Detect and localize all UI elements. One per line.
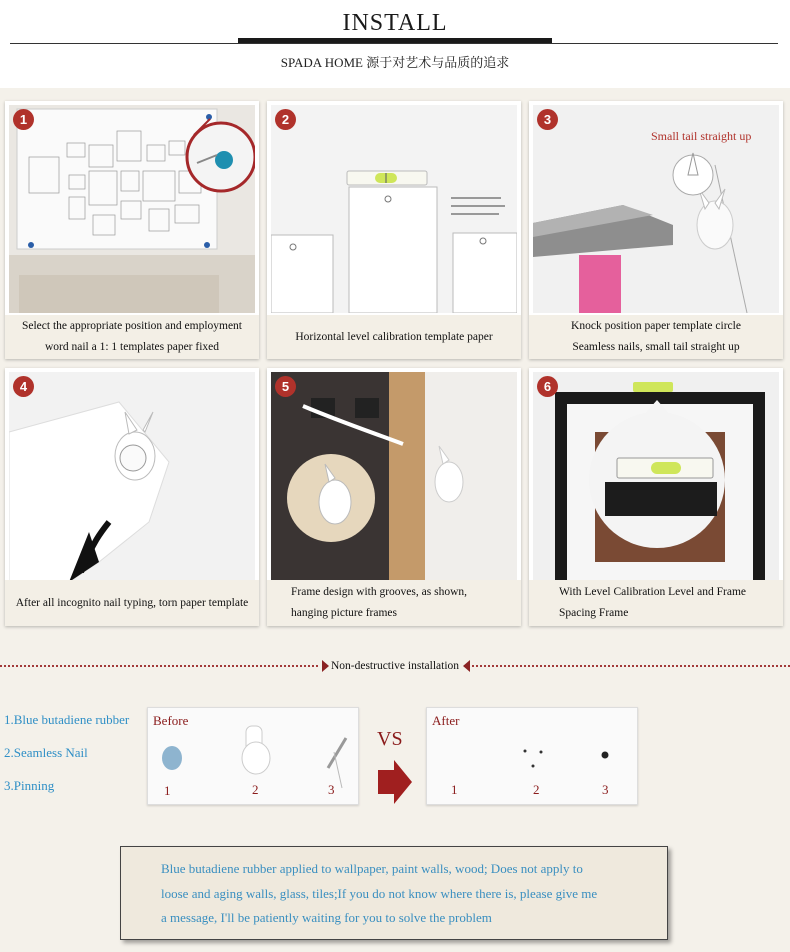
- step-2-caption: [267, 315, 521, 359]
- before-number-1: 1: [164, 783, 171, 798]
- step-1-caption: [5, 315, 259, 359]
- before-label: Before: [153, 713, 189, 728]
- caption-line: After all incognito nail typing, torn paper template: [15, 597, 249, 609]
- before-panel: [147, 707, 359, 805]
- after-number-2: 2: [533, 782, 540, 797]
- step-number-badge: 1: [13, 109, 34, 130]
- step-5-caption: [267, 580, 521, 626]
- before-number-2: 2: [252, 782, 259, 797]
- step-4-caption: [5, 580, 259, 626]
- step-card-6: [529, 368, 783, 626]
- legend-item-pinning: 3.Pinning: [4, 778, 55, 793]
- triangle-right-icon: [322, 660, 329, 672]
- usage-note: [120, 846, 668, 940]
- header-divider: [10, 43, 778, 44]
- step-card-2: [267, 101, 521, 359]
- legend-item-rubber: 1.Blue butadiene rubber: [4, 712, 130, 727]
- note-line: loose and aging walls, glass, tiles;If you do not know where there is, please give me: [161, 885, 598, 901]
- after-label: After: [432, 713, 460, 728]
- step-number-badge: 5: [275, 376, 296, 397]
- header-underline: [238, 38, 552, 43]
- note-line: Blue butadiene rubber applied to wallpaper, paint walls, wood; Does not apply to: [161, 861, 583, 876]
- caption-line: Select the appropriate position and employment: [21, 320, 243, 332]
- note-line: a message, I'll be patiently waiting for you to solve the problem: [161, 910, 492, 925]
- step-card-5: [267, 368, 521, 626]
- caption-line: hanging picture frames: [291, 607, 398, 619]
- after-number-1: 1: [451, 782, 458, 797]
- step-6-photo: [533, 372, 779, 582]
- divider-label: Non-destructive installation: [320, 657, 470, 675]
- vs-label: VS: [377, 728, 403, 750]
- caption-line: With Level Calibration Level and Frame: [559, 586, 746, 598]
- caption-line: Frame design with grooves, as shown,: [291, 586, 467, 598]
- step-6-caption: [529, 580, 783, 626]
- after-number-3: 3: [602, 782, 609, 797]
- step-number-badge: 4: [13, 376, 34, 397]
- page-header: [0, 0, 790, 88]
- caption-line: Spacing Frame: [559, 607, 629, 619]
- arrow-right-icon: [378, 760, 412, 804]
- step-3-caption: [529, 315, 783, 359]
- step-number-badge: 3: [537, 109, 558, 130]
- step-number-badge: 6: [537, 376, 558, 397]
- step-2-photo: [271, 105, 517, 313]
- step-4-photo: [9, 372, 255, 582]
- caption-line: word nail a 1: 1 templates paper fixed: [44, 341, 220, 353]
- caption-line: Knock position paper template circle: [571, 320, 741, 332]
- step-card-4: [5, 368, 259, 626]
- page-subtitle: SPADA HOME 源于对艺术与品质的追求: [280, 55, 510, 70]
- caption-line: Seamless nails, small tail straight up: [572, 341, 740, 353]
- page-title: INSTALL: [342, 10, 448, 36]
- step-3-photo: [533, 105, 779, 313]
- step-card-3: [529, 101, 783, 359]
- before-number-3: 3: [328, 782, 335, 797]
- step-3-overlay-label: Small tail straight up: [651, 129, 752, 143]
- step-card-1: [5, 101, 259, 359]
- step-number-badge: 2: [275, 109, 296, 130]
- legend-item-nail: 2.Seamless Nail: [4, 745, 88, 760]
- step-1-photo: [9, 105, 255, 313]
- caption-line: Horizontal level calibration template paper: [295, 331, 493, 343]
- triangle-left-icon: [463, 660, 470, 672]
- after-panel: [426, 707, 638, 805]
- step-5-photo: [271, 372, 517, 582]
